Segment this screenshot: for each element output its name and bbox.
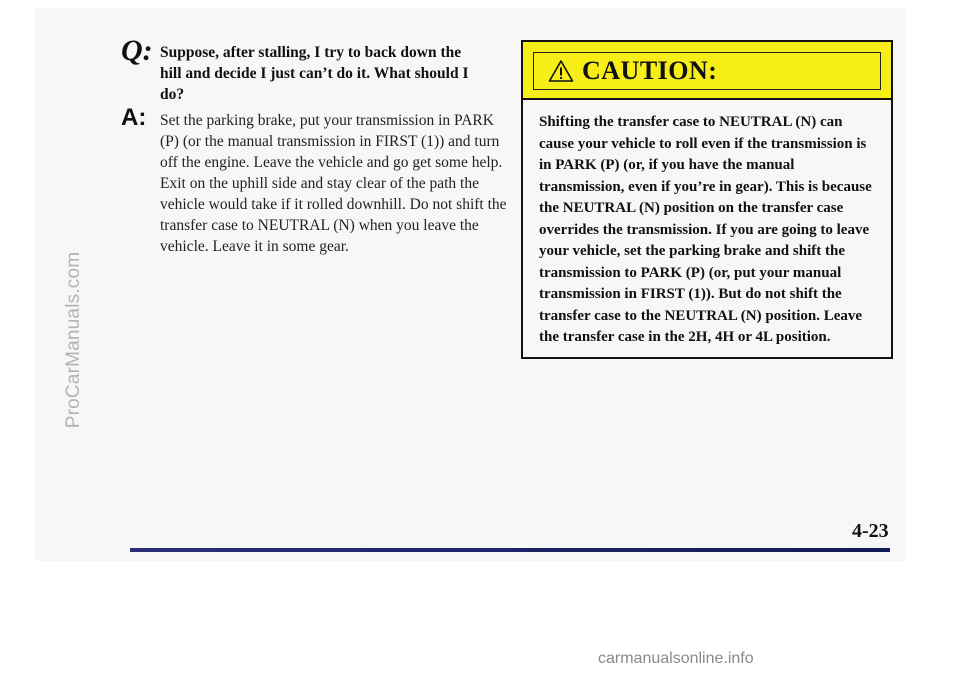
caution-header-frame — [533, 52, 881, 90]
warning-triangle-icon — [548, 59, 574, 83]
caution-title: CAUTION: — [582, 56, 718, 85]
caution-body-text: Shifting the transfer case to NEUTRAL (N) can cause your vehicle to roll even if the transmission is in PARK (P) (or, if you have the manual transmission, even if you’re in gear). This is because the NEUTRAL (N) position on the transfer case overrides the transmission. If you are going to leave your vehicle, set the parking brake and shift the transmission to PARK (P) (or, put your manual transmission in FIRST (1)). But do not shift the transfer case to the NEUTRAL (N) position. Leave the transfer case in the 2H, 4H or 4L position. — [539, 114, 872, 345]
question-mark-label: Q: — [121, 34, 153, 67]
caution-box — [521, 40, 893, 359]
bottom-watermark: carmanualsonline.info — [598, 650, 754, 667]
side-watermark: ProCarManuals.com — [63, 251, 84, 429]
caution-header — [523, 42, 891, 100]
answer-mark-label: A: — [121, 104, 147, 131]
question-text: Suppose, after stalling, I try to back down the hill and decide I just can’t do it. What should I do? — [160, 44, 469, 103]
footer-rule — [130, 548, 890, 552]
page-number: 4-23 — [852, 520, 889, 542]
answer-text: Set the parking brake, put your transmission in PARK (P) (or the manual transmission in FIRST (1)) and turn off the engine. Leave the vehicle and go get some help. Exit on the uphill side and stay clear of the path the vehicle would take if it rolled downhill. Do not shift the transfer case to NEUTRAL (N) when you leave the vehicle. Leave it in some gear. — [160, 112, 507, 255]
